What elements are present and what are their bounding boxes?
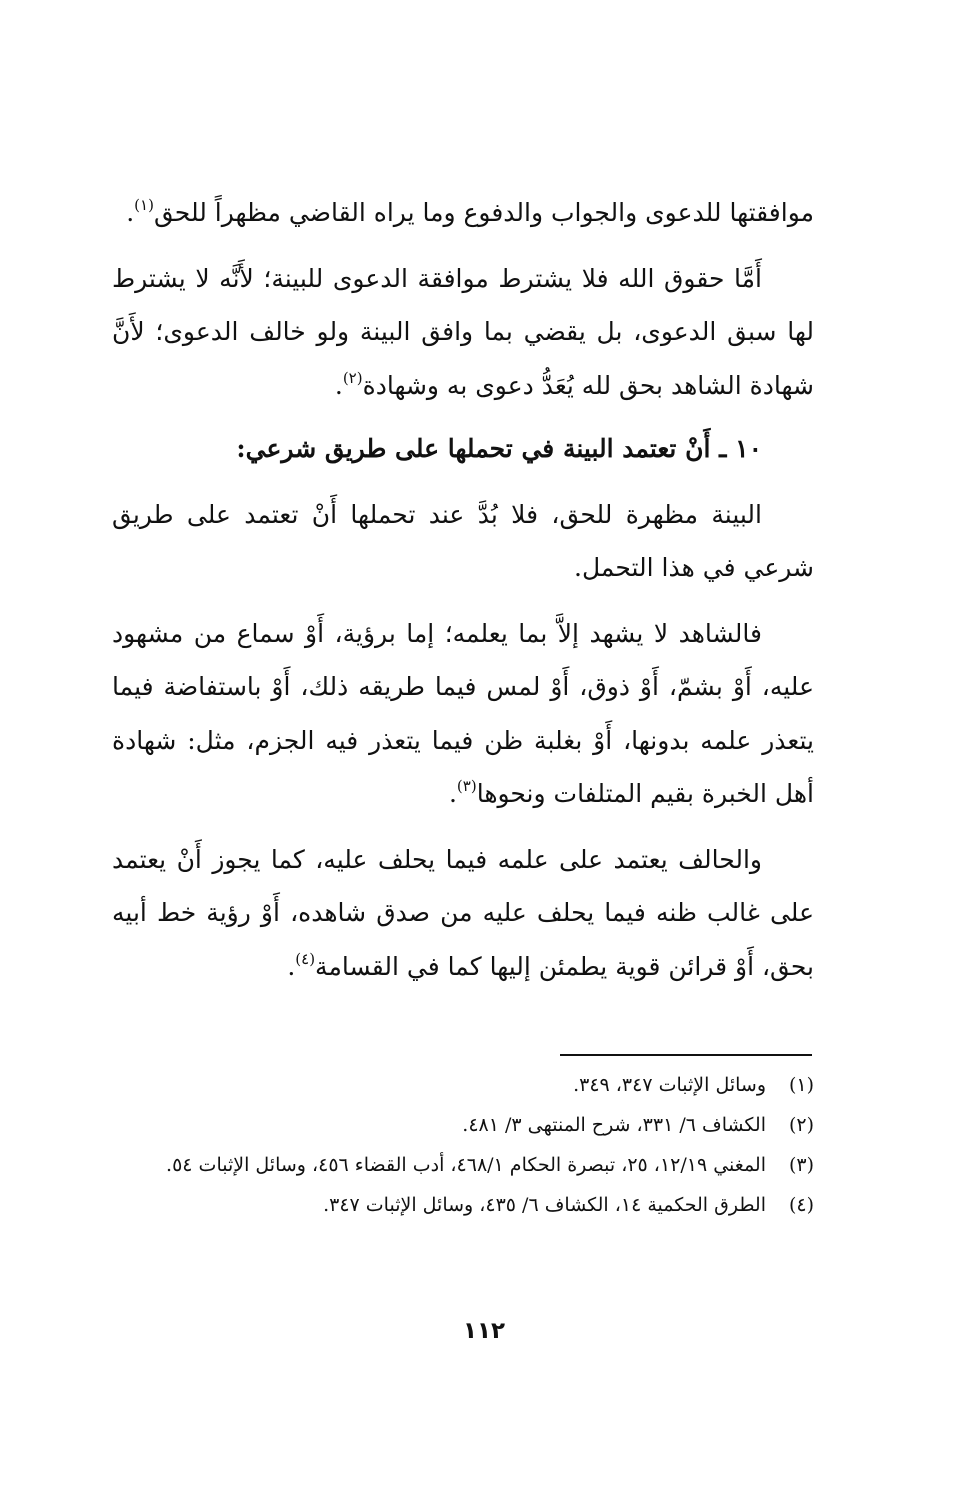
- main-text: [112, 186, 814, 993]
- footnote-number: (٤): [788, 1194, 814, 1216]
- footnote-ref-1: (١): [134, 196, 154, 214]
- paragraph-2: أَمَّا حقوق الله فلا يشترط موافقة الدعوى للبينة؛ لأَنَّه لا يشترط لها سبق الدعوى، بل يقضي بما وافق البينة ولو خالف الدعوى؛ لأَنَّ شهادة الشاهد بحق لله يُعَدُّ دعوى به وشهادة$^{(٢)}$.: [112, 263, 814, 400]
- footnote-2: [112, 1105, 814, 1145]
- footnote-number: (١): [788, 1074, 814, 1096]
- footnote-text: وسائل الإثبات ٣٤٧، ٣٤٩.: [573, 1074, 766, 1096]
- paragraph-3: البينة مظهرة للحق، فلا بُدَّ عند تحملها أَنْ تعتمد على طريق شرعي في هذا التحمل.: [112, 499, 814, 582]
- footnote-text: المغني ١٢/١٩، ٢٥، تبصرة الحكام ٤٦٨/١، أدب القضاء ٤٥٦، وسائل الإثبات ٥٤.: [166, 1154, 766, 1176]
- paragraph-4: فالشاهد لا يشهد إلاَّ بما يعلمه؛ إما برؤية، أَوْ سماع من مشهود عليه، أَوْ بشمّ، أَوْ ذوق، أَوْ لمس فيما طريقه ذلك، أَوْ باستفاضة فيما يتعذر علمه بدونها، أَوْ بغلبة ظن فيما يتعذر فيه الجزم، مثل: شهادة أهل الخبرة بقيم المتلفات ونحوها$^{(٣)}$.: [112, 618, 814, 808]
- section-heading: ١٠ ـ أَنْ تعتمد البينة في تحملها على طريق شرعي:: [236, 434, 762, 463]
- page-number: ١١٢: [462, 1318, 506, 1344]
- footnotes: [112, 1065, 814, 1225]
- footnote-number: (٢): [788, 1114, 814, 1136]
- footnote-separator: [560, 1054, 812, 1056]
- footnote-ref-3: (٣): [456, 777, 477, 795]
- paragraph-1: موافقتها للدعوى والجواب والدفوع وما يراه القاضي مظهراً للحق$^{(١)}$.: [126, 196, 814, 227]
- footnote-text: الطرق الحكمية ١٤، الكشاف ٦/ ٤٣٥، وسائل الإثبات ٣٤٧.: [323, 1194, 766, 1216]
- footnote-3: [112, 1145, 814, 1185]
- footnote-1: [112, 1065, 814, 1105]
- footnote-number: (٣): [788, 1154, 814, 1176]
- footnote-text: الكشاف ٦/ ٣٣١، شرح المنتهى ٣/ ٤٨١.: [462, 1114, 766, 1136]
- footnote-ref-2: (٢): [342, 368, 363, 387]
- footnote-4: [112, 1185, 814, 1225]
- paragraph-5: والحالف يعتمد على علمه فيما يحلف عليه، كما يجوز أَنْ يعتمد على غالب ظنه فيما يحلف عليه من صدق شاهده، أَوْ رؤية خط أبيه بحق، أَوْ قرائن قوية يطمئن إليها كما في القسامة$^{(٤)}$.: [112, 844, 814, 981]
- footnote-ref-4: (٤): [295, 949, 316, 968]
